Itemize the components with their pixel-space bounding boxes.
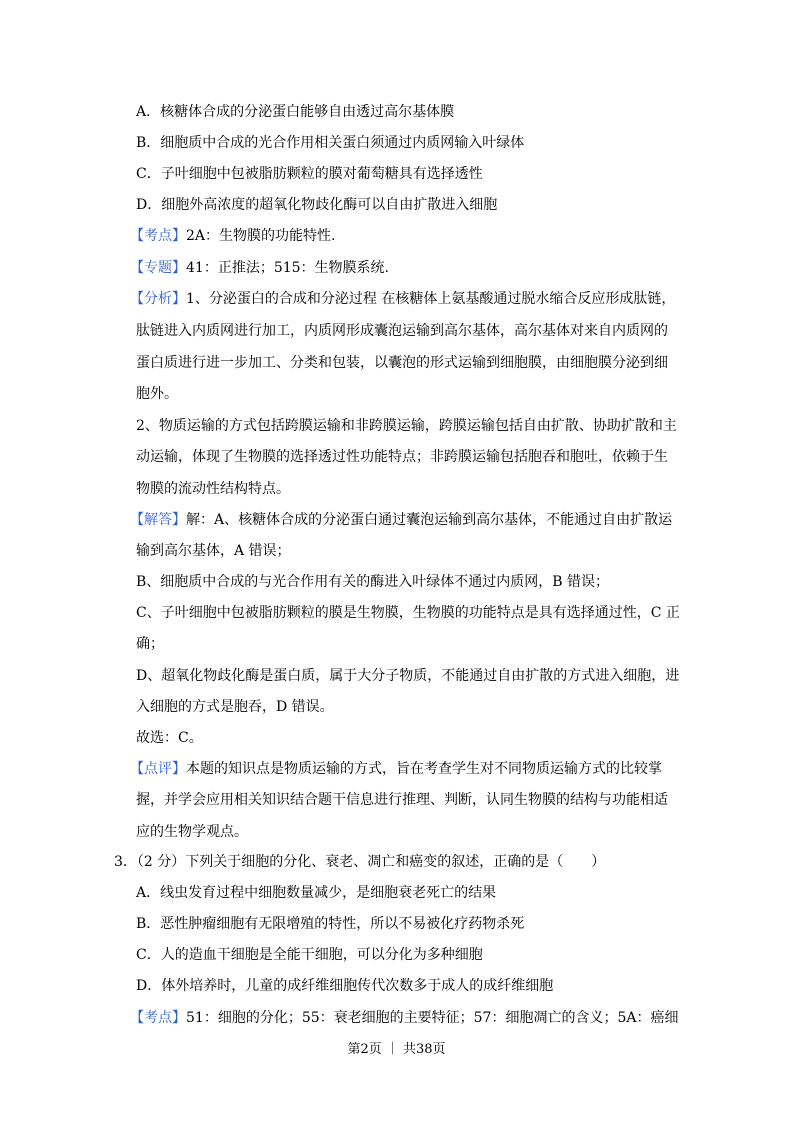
kaodian-tag: 【考点】 xyxy=(130,228,186,244)
option-d: D．细胞外高浓度的超氧化物歧化酶可以自由扩散进入细胞 xyxy=(136,197,498,213)
zhuanti-tag: 【专题】 xyxy=(130,260,186,276)
fenxi-line-7: 物膜的流动性结构特点。 xyxy=(136,481,290,497)
zhuanti-line xyxy=(130,258,389,278)
fenxi-text: 1、分泌蛋白的合成和分泌过程 在核糖体上氨基酸通过脱水缩合反应形成肽链， xyxy=(186,291,676,307)
dianping-tag: 【点评】 xyxy=(130,761,186,777)
fenxi-line-6: 动运输，体现了生物膜的选择透过性功能特点；非跨膜运输包括胞吞和胞吐，依赖于生 xyxy=(136,449,668,465)
q3-option-a: A．线虫发育过程中细胞数量减少，是细胞衰老死亡的结果 xyxy=(136,885,497,901)
q3-kaodian-line xyxy=(130,1008,678,1028)
jieda-line-6: D、超氧化物歧化酶是蛋白质，属于大分子物质，不能通过自由扩散的方式进入细胞，进 xyxy=(136,668,680,684)
fenxi-line-2: 肽链进入内质网进行加工，内质网形成囊泡运输到高尔基体，高尔基体对来自内质网的 xyxy=(136,323,668,339)
jieda-line-4: C、子叶细胞中包被脂肪颗粒的膜是生物膜，生物膜的功能特点是具有选择通过性，C 正 xyxy=(136,605,680,621)
page-footer: 第2页 ｜ 共38页 xyxy=(347,1042,446,1057)
jieda-line-7: 入细胞的方式是胞吞，D 错误。 xyxy=(136,699,334,715)
jieda-tag: 【解答】 xyxy=(130,512,186,528)
option-b: B．细胞质中合成的光合作用相关蛋白须通过内质网输入叶绿体 xyxy=(136,135,525,151)
zhuanti-text: 41：正推法；515：生物膜系统. xyxy=(186,260,389,276)
fenxi-line-5: 2、物质运输的方式包括跨膜运输和非跨膜运输，跨膜运输包括自由扩散、协助扩散和主 xyxy=(136,418,677,434)
fenxi-tag: 【分析】 xyxy=(130,291,186,307)
q3-kaodian-tag: 【考点】 xyxy=(130,1010,186,1026)
dianping-line-2: 握，并学会应用相关知识结合题干信息进行推理、判断，认同生物膜的结构与功能相适 xyxy=(136,792,668,808)
fenxi-line-3: 蛋白质进行进一步加工、分类和包装，以囊泡的形式运输到细胞膜，由细胞膜分泌到细 xyxy=(136,355,668,371)
jieda-line-8: 故选：C。 xyxy=(136,730,203,746)
q3-option-c: C．人的造血干细胞是全能干细胞，可以分化为多种细胞 xyxy=(136,947,483,963)
dianping-line-3: 应的生物学观点。 xyxy=(136,824,248,840)
dianping-line-1 xyxy=(130,759,662,779)
jieda-text: 解：A、核糖体合成的分泌蛋白通过囊泡运输到高尔基体，不能通过自由扩散运 xyxy=(186,512,673,528)
kaodian-line xyxy=(130,226,335,246)
jieda-line-5: 确； xyxy=(136,636,164,652)
question-3-stem: 3．（2 分）下列关于细胞的分化、衰老、凋亡和癌变的叙述，正确的是（ ） xyxy=(114,854,606,870)
kaodian-text: 2A：生物膜的功能特性. xyxy=(186,228,336,244)
jieda-line-3: B、细胞质中合成的与光合作用有关的酶进入叶绿体不通过内质网，B 错误； xyxy=(136,574,610,590)
q3-option-b: B．恶性肿瘤细胞有无限增殖的特性，所以不易被化疗药物杀死 xyxy=(136,916,525,932)
option-c: C．子叶细胞中包被脂肪颗粒的膜对葡萄糖具有选择透性 xyxy=(136,166,483,182)
q3-option-d: D．体外培养时，儿童的成纤维细胞传代次数多于成人的成纤维细胞 xyxy=(136,978,554,994)
fenxi-line-4: 胞外。 xyxy=(136,386,178,402)
dianping-text: 本题的知识点是物质运输的方式，旨在考查学生对不同物质运输方式的比较掌 xyxy=(186,761,662,777)
option-a: A．核糖体合成的分泌蛋白能够自由透过高尔基体膜 xyxy=(136,104,455,120)
jieda-line-2: 输到高尔基体，A 错误； xyxy=(136,543,291,559)
fenxi-line-1 xyxy=(130,289,675,309)
jieda-line-1 xyxy=(130,510,672,530)
q3-kaodian-text: 51：细胞的分化；55：衰老细胞的主要特征；57：细胞凋亡的含义；5A：癌细 xyxy=(186,1010,679,1026)
